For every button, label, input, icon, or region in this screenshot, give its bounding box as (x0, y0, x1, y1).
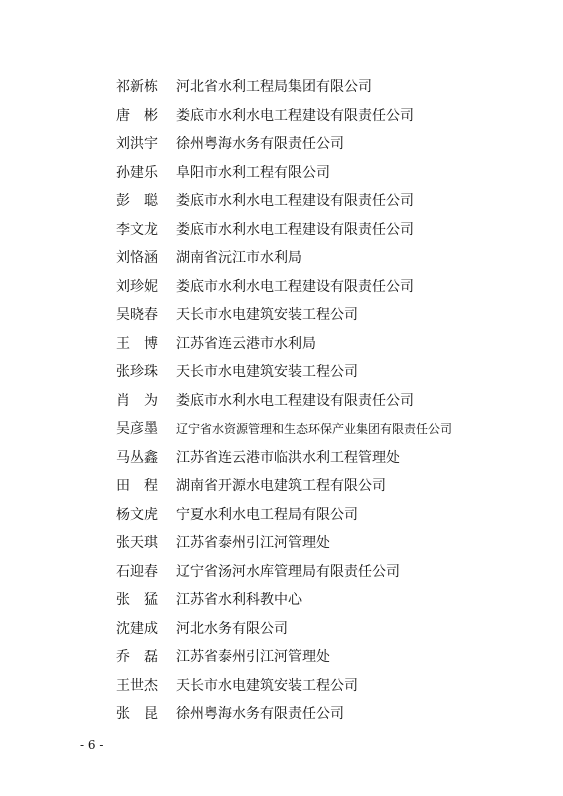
organization-name: 江苏省水利科教中心 (176, 592, 302, 609)
organization-name: 娄底市水利水电工程建设有限责任公司 (176, 392, 414, 409)
list-item (116, 557, 556, 586)
person-name: 肖 为 (116, 392, 158, 409)
person-name: 张 猛 (116, 592, 158, 609)
person-name: 杨文虎 (116, 506, 158, 523)
list-item (116, 158, 556, 187)
organization-name: 宁夏水利水电工程局有限公司 (176, 506, 358, 523)
list-item (116, 386, 556, 415)
list-item (116, 699, 556, 728)
organization-name: 娄底市水利水电工程建设有限责任公司 (176, 193, 414, 210)
list-item (116, 414, 556, 443)
person-name: 石迎春 (116, 563, 158, 580)
list-item (116, 642, 556, 671)
list-item (116, 443, 556, 472)
person-name: 田 程 (116, 478, 158, 495)
organization-name: 天长市水电建筑安装工程公司 (176, 677, 358, 694)
list-item (116, 528, 556, 557)
person-name: 张天琪 (116, 535, 158, 552)
name-list (116, 72, 556, 728)
person-name: 李文龙 (116, 221, 158, 238)
organization-name: 天长市水电建筑安装工程公司 (176, 307, 358, 324)
organization-name: 湖南省沅江市水利局 (176, 250, 302, 267)
list-item (116, 500, 556, 529)
person-name: 张珍珠 (116, 364, 158, 381)
person-name: 张 昆 (116, 706, 158, 723)
person-name: 刘珍妮 (116, 278, 158, 295)
list-item (116, 300, 556, 329)
page-number: - 6 - (80, 738, 104, 752)
organization-name: 湖南省开源水电建筑工程有限公司 (176, 478, 386, 495)
organization-name: 徐州粤海水务有限责任公司 (176, 706, 344, 723)
person-name: 刘恪涵 (116, 250, 158, 267)
list-item (116, 72, 556, 101)
person-name: 乔 磊 (116, 649, 158, 666)
list-item (116, 243, 556, 272)
list-item (116, 129, 556, 158)
list-item (116, 186, 556, 215)
organization-name: 娄底市水利水电工程建设有限责任公司 (176, 221, 414, 238)
organization-name: 娄底市水利水电工程建设有限责任公司 (176, 278, 414, 295)
list-item (116, 101, 556, 130)
list-item (116, 671, 556, 700)
list-item (116, 357, 556, 386)
organization-name: 河北水务有限公司 (176, 620, 288, 637)
person-name: 唐 彬 (116, 107, 158, 124)
person-name: 吴晓春 (116, 307, 158, 324)
organization-name: 辽宁省汤河水库管理局有限责任公司 (176, 563, 400, 580)
organization-name: 阜阳市水利工程有限公司 (176, 164, 330, 181)
list-item (116, 329, 556, 358)
organization-name: 江苏省连云港市临洪水利工程管理处 (176, 449, 400, 466)
organization-name: 河北省水利工程局集团有限公司 (176, 79, 372, 96)
person-name: 吴彦墨 (116, 421, 158, 438)
organization-name: 江苏省泰州引江河管理处 (176, 535, 330, 552)
person-name: 孙建乐 (116, 164, 158, 181)
organization-name: 娄底市水利水电工程建设有限责任公司 (176, 107, 414, 124)
list-item (116, 471, 556, 500)
organization-name: 辽宁省水资源管理和生态环保产业集团有限责任公司 (176, 421, 453, 436)
organization-name: 徐州粤海水务有限责任公司 (176, 136, 344, 153)
person-name: 祁新栋 (116, 79, 158, 96)
person-name: 刘洪宇 (116, 136, 158, 153)
list-item (116, 614, 556, 643)
list-item (116, 585, 556, 614)
person-name: 王世杰 (116, 677, 158, 694)
person-name: 彭 聪 (116, 193, 158, 210)
list-item (116, 272, 556, 301)
person-name: 马丛鑫 (116, 449, 158, 466)
person-name: 沈建成 (116, 620, 158, 637)
list-item (116, 215, 556, 244)
organization-name: 江苏省连云港市水利局 (176, 335, 316, 352)
organization-name: 天长市水电建筑安装工程公司 (176, 364, 358, 381)
organization-name: 江苏省泰州引江河管理处 (176, 649, 330, 666)
person-name: 王 博 (116, 335, 158, 352)
